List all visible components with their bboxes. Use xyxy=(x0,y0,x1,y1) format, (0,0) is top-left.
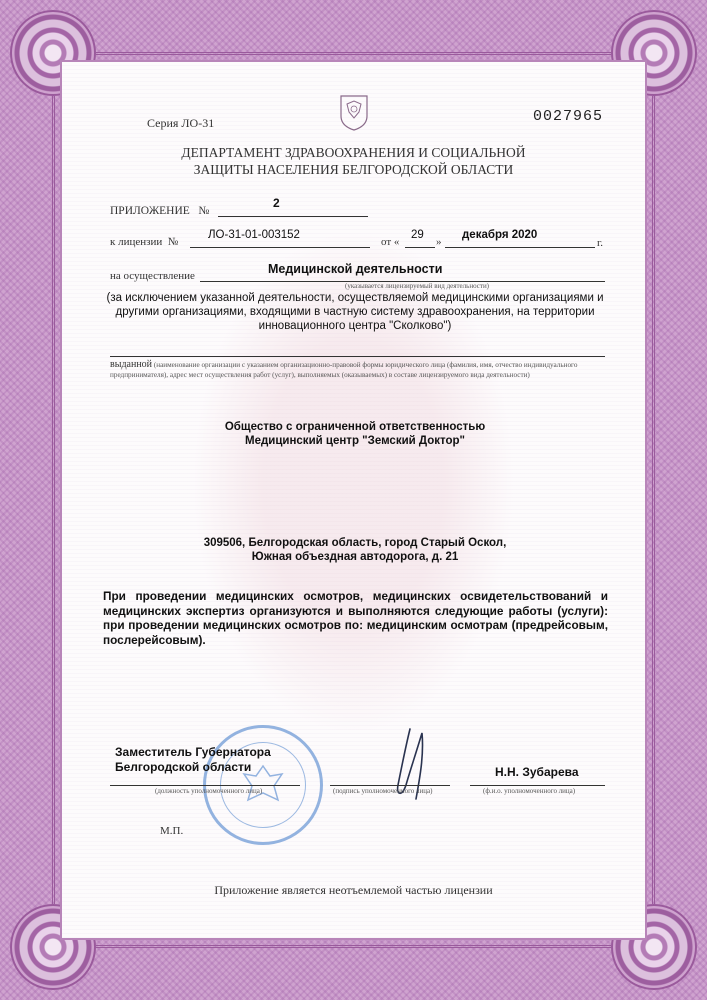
organization-address xyxy=(150,536,560,564)
signature-underline xyxy=(330,785,450,786)
activity-caption: (указывается лицензируемый вид деятельности) xyxy=(345,282,490,290)
signatory-position xyxy=(115,745,271,775)
footer-note: Приложение является неотъемлемой частью лицензии xyxy=(214,883,493,897)
organization-name-line1: Общество с ограниченной ответственностью xyxy=(224,421,486,433)
document-number: 0027965 xyxy=(533,108,604,125)
organization-name-line2: Медицинский центр "Земский Доктор" xyxy=(244,435,466,447)
issued-top-line xyxy=(110,356,605,357)
issued-label: выданной xyxy=(110,359,153,370)
license-label: к лицензии № xyxy=(110,236,179,248)
position-underline xyxy=(110,785,300,786)
appendix-underline xyxy=(218,216,368,217)
license-date-from: от « xyxy=(381,236,400,248)
issued-caption: (наименование организации с указанием организационно-правовой формы юридического лица (фамилия, имя, отчество индивидуального предпринимателя), адрес мест осуществления работ (услуг), выполняемых (оказываемых) в составе лицензируемого вида деятельности) xyxy=(110,361,578,379)
name-caption: (ф.и.о. уполномоченного лица) xyxy=(483,787,576,795)
department-title xyxy=(100,144,607,178)
department-title-line1: ДЕПАРТАМЕНТ ЗДРАВООХРАНЕНИЯ И СОЦИАЛЬНОЙ xyxy=(181,145,526,160)
license-month-year: декабря 2020 xyxy=(462,229,538,241)
signatory-position-line2: Белгородской области xyxy=(115,760,252,774)
coat-of-arms-icon xyxy=(338,92,370,132)
license-underline xyxy=(190,247,370,248)
series-label: Серия ЛО-31 xyxy=(147,116,215,130)
appendix-label: ПРИЛОЖЕНИЕ № xyxy=(110,205,210,217)
organization-address-line1: 309506, Белгородская область, город Старый Оскол, xyxy=(203,537,507,549)
organization-name xyxy=(150,420,560,448)
appendix-number: 2 xyxy=(273,196,280,210)
license-month-underline xyxy=(445,247,595,248)
signature-caption: (подпись уполномоченного лица) xyxy=(333,787,433,795)
activity-value: Медицинской деятельности xyxy=(268,262,443,276)
activity-label: на осуществление xyxy=(110,270,195,282)
signatory-name: Н.Н. Зубарева xyxy=(495,765,579,779)
license-quote-close: » xyxy=(436,236,442,248)
license-day: 29 xyxy=(411,229,424,241)
signatory-position-line1: Заместитель Губернатора xyxy=(115,745,271,759)
activity-exclusion-note: (за исключением указанной деятельности, осуществляемой медицинскими организациями и другими организациями, входящими в частную систему здравоохранения, на территории инновационного центра "Сколково") xyxy=(106,292,604,332)
organization-address-line2: Южная объездная автодорога, д. 21 xyxy=(251,551,459,563)
department-title-line2: ЗАЩИТЫ НАСЕЛЕНИЯ БЕЛГОРОДСКОЙ ОБЛАСТИ xyxy=(193,162,514,177)
name-underline xyxy=(470,785,605,786)
seal-place-label: М.П. xyxy=(160,825,184,837)
license-number: ЛО-31-01-003152 xyxy=(208,229,300,241)
license-year-suffix: г. xyxy=(597,237,604,249)
works-description: При проведении медицинских осмотров, медицинских освидетельствований и медицинских экспертиз организуются и выполняются следующие работы (услуги): при проведении медицинских осмотров по: медицинским осмотрам (предрейсовым, послерейсовым). xyxy=(103,589,608,647)
position-caption: (должность уполномоченного лица) xyxy=(155,787,263,795)
paper-field xyxy=(62,62,645,938)
license-day-underline xyxy=(405,247,435,248)
issued-block xyxy=(110,360,610,380)
